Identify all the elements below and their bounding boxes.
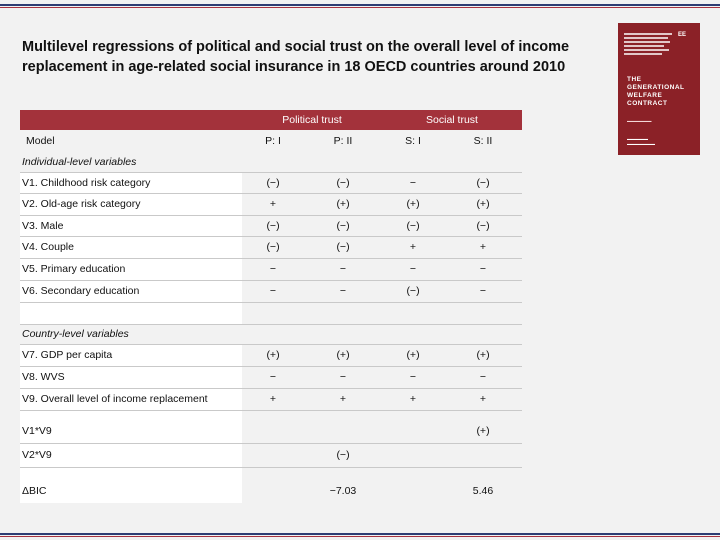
section-row-individual — [20, 152, 522, 172]
book-cover-image — [618, 23, 700, 155]
bottom-rule-blue — [0, 533, 720, 535]
row-label: V1*V9 — [20, 419, 230, 443]
cover-blurb-lines — [624, 33, 674, 57]
col-header-s1: S: I — [405, 135, 421, 147]
cell — [452, 443, 514, 467]
row-label: V1. Childhood risk category — [20, 172, 230, 193]
cell: (+) — [242, 344, 304, 366]
table-row — [20, 193, 522, 215]
table-row — [20, 172, 522, 193]
cell — [242, 419, 304, 443]
cell: − — [312, 280, 374, 302]
cell: − — [452, 366, 514, 388]
cover-author-lines: ▬▬▬▬▬▬ ▬▬▬▬▬▬▬▬ — [627, 137, 655, 146]
cell: (−) — [242, 236, 304, 258]
header-row-models — [20, 130, 522, 152]
row-label: V2*V9 — [20, 443, 230, 467]
table-row — [20, 443, 522, 467]
cell: − — [382, 366, 444, 388]
row-label: V8. WVS — [20, 366, 230, 388]
section-label-individual: Individual-level variables — [20, 152, 522, 172]
cell: + — [382, 388, 444, 410]
cell: − — [452, 280, 514, 302]
cell: − — [312, 258, 374, 280]
group-header-political: Political trust — [242, 110, 382, 130]
table-row — [20, 388, 522, 410]
cell: − — [312, 366, 374, 388]
section-row-country — [20, 324, 522, 344]
table-row — [20, 344, 522, 366]
cell — [382, 479, 444, 503]
header-row-groups — [20, 110, 522, 130]
slide-title: Multilevel regressions of political and social trust on the overall level of income replacement in age-related social insurance in 18 OECD countries around 2010 — [22, 39, 570, 75]
cell: (+) — [312, 344, 374, 366]
cell: (−) — [312, 443, 374, 467]
cell: (+) — [312, 193, 374, 215]
cell: (−) — [242, 215, 304, 236]
cell — [242, 443, 304, 467]
spacer-row — [20, 467, 522, 479]
top-rule-red — [0, 7, 720, 8]
bottom-rule-red — [0, 536, 720, 537]
cell: (−) — [312, 215, 374, 236]
col-header-p2: P: II — [333, 135, 353, 147]
cell: + — [242, 193, 304, 215]
cell: − — [242, 366, 304, 388]
table-row — [20, 280, 522, 302]
cell: − — [452, 258, 514, 280]
cell — [382, 443, 444, 467]
row-label: V4. Couple — [20, 236, 230, 258]
model-label: Model — [26, 135, 55, 147]
cell — [242, 479, 304, 503]
regression-table — [20, 110, 522, 503]
book-title: THE GENERATIONAL WELFARE CONTRACT — [627, 76, 685, 107]
cell: − — [382, 258, 444, 280]
row-label: V9. Overall level of income replacement — [20, 388, 230, 410]
row-label: ΔBIC — [20, 479, 230, 503]
row-label: V7. GDP per capita — [20, 344, 230, 366]
cell: (+) — [382, 344, 444, 366]
cell: (+) — [382, 193, 444, 215]
cell: (+) — [452, 344, 514, 366]
section-label-country: Country-level variables — [20, 324, 522, 344]
cell: (−) — [312, 236, 374, 258]
top-rule-blue — [0, 4, 720, 6]
col-header-s2: S: II — [473, 135, 493, 147]
row-label: V5. Primary education — [20, 258, 230, 280]
table-row — [20, 236, 522, 258]
cell: (+) — [452, 419, 514, 443]
table-row-bic — [20, 479, 522, 503]
table-row — [20, 366, 522, 388]
group-header-social: Social trust — [382, 110, 522, 130]
spacer-row — [20, 302, 522, 324]
cell: (−) — [452, 172, 514, 193]
cell: + — [452, 236, 514, 258]
spacer-row — [20, 410, 522, 419]
row-label: V6. Secondary education — [20, 280, 230, 302]
table-row — [20, 215, 522, 236]
cell: + — [312, 388, 374, 410]
table-row — [20, 258, 522, 280]
cell: − — [382, 172, 444, 193]
cell: + — [452, 388, 514, 410]
table-row — [20, 419, 522, 443]
cell — [382, 419, 444, 443]
cell: − — [242, 258, 304, 280]
cell: −7.03 — [329, 485, 357, 497]
cell: (−) — [452, 215, 514, 236]
col-header-p1: P: I — [265, 135, 281, 147]
row-label: V2. Old-age risk category — [20, 193, 230, 215]
cell: (−) — [382, 215, 444, 236]
cell: (−) — [312, 172, 374, 193]
cell: (−) — [382, 280, 444, 302]
cover-subtitle-lines: ▬▬▬▬▬▬▬ — [627, 119, 652, 123]
cell: − — [242, 280, 304, 302]
row-label: V3. Male — [20, 215, 230, 236]
cell: + — [382, 236, 444, 258]
publisher-logo: EE — [678, 32, 687, 38]
cell: + — [242, 388, 304, 410]
cell — [312, 419, 374, 443]
cell: (+) — [452, 193, 514, 215]
cell: (−) — [242, 172, 304, 193]
cell: 5.46 — [472, 485, 494, 497]
